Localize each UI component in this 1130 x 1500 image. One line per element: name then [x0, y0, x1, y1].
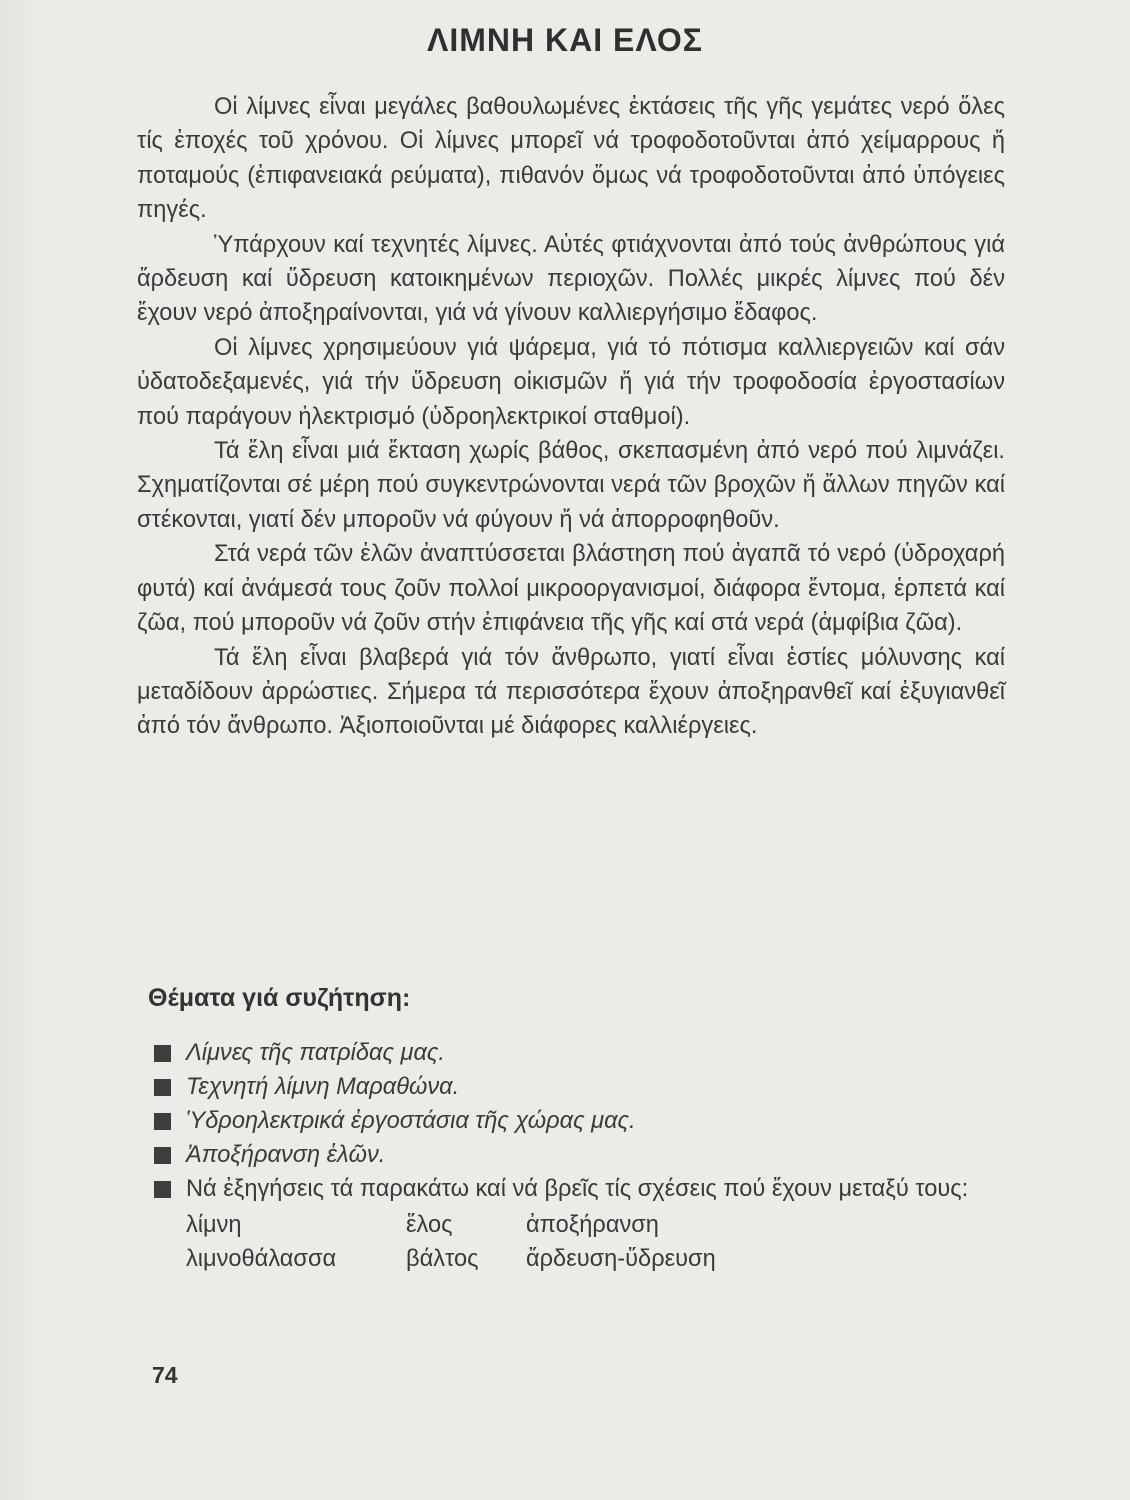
term: ἄρδευση-ὕδρευση [526, 1246, 716, 1272]
paragraph: Οἱ λίμνες εἶναι μεγάλες βαθουλωμένες ἐκτάσεις τῆς γῆς γεμάτες νερό ὅλες τίς ἐποχές τοῦ χρόνου. Οἱ λίμνες μπορεῖ νά τροφοδοτοῦνται ἀπό χείμαρρους ἤ ποταμούς (ἐπιφανειακά ρεύματα), πιθανόν ὅμως νά τροφοδοτοῦνται ἀπό ὑπόγειες πηγές. [137, 94, 1005, 224]
list-item [152, 1104, 1022, 1138]
square-bullet-icon [154, 1079, 171, 1096]
terms-grid [186, 1208, 1022, 1276]
topic-text: Τεχνητή λίμνη Μαραθώνα. [186, 1074, 460, 1100]
square-bullet-icon [154, 1045, 171, 1062]
discussion-topics-heading: Θέματα γιά συζήτηση: [148, 984, 411, 1012]
paragraph: Οἱ λίμνες χρησιμεύουν γιά ψάρεμα, γιά τό πότισμα καλλιεργειῶν καί σάν ὑδατοδεξαμενές, γιά τήν ὕδρευση οἰκισμῶν ἤ γιά τήν τροφοδοσία ἐργοστασίων πού παράγουν ἠλεκτρισμό (ὑδροηλεκτρικοί σταθμοί). [137, 334, 1005, 430]
term: ἕλος [406, 1212, 453, 1238]
square-bullet-icon [154, 1147, 171, 1164]
page-title: ΛΙΜΝΗ ΚΑΙ ΕΛΟΣ [427, 22, 703, 58]
paragraph: Τά ἕλη εἶναι βλαβερά γιά τόν ἄνθρωπο, γιατί εἶναι ἑστίες μόλυνσης καί μεταδίδουν ἀρρώστιες. Σήμερα τά περισσότερα ἔχουν ἀποξηρανθεῖ καί ἐξυγιανθεῖ ἀπό τόν ἄνθρωπο. Ἀξιοποιοῦνται μέ διάφορες καλλιέργειες. [137, 644, 1005, 740]
page-number: 74 [152, 1362, 178, 1388]
topic-text: Νά ἐξηγήσεις τά παρακάτω καί νά βρεῖς τίς σχέσεις πού ἔχουν μεταξύ τους: [186, 1176, 969, 1202]
list-item [152, 1138, 1022, 1172]
term: ἀποξήρανση [526, 1212, 659, 1238]
square-bullet-icon [154, 1113, 171, 1130]
topic-text: Λίμνες τῆς πατρίδας μας. [186, 1040, 445, 1066]
topic-text: Ὑδροηλεκτρικά ἐργοστάσια τῆς χώρας μας. [186, 1108, 636, 1134]
paragraph: Στά νερά τῶν ἑλῶν ἀναπτύσσεται βλάστηση πού ἀγαπᾶ τό νερό (ὑδροχαρή φυτά) καί ἀνάμεσά τους ζοῦν πολλοί μικροοργανισμοί, διάφορα ἔντομα, ἑρπετά καί ζῶα, πού μποροῦν νά ζοῦν στήν ἐπιφάνεια τῆς γῆς καί στά νερά (ἀμφίβια ζῶα). [137, 541, 1005, 637]
list-item [152, 1172, 1022, 1276]
discussion-topics-list [152, 1036, 1022, 1276]
square-bullet-icon [154, 1181, 171, 1198]
term: λιμνοθάλασσα [186, 1246, 337, 1272]
paragraph: Ὑπάρχουν καί τεχνητές λίμνες. Αὐτές φτιάχνονται ἀπό τούς ἀνθρώπους γιά ἄρδευση καί ὕδρευση κατοικημένων περιοχῶν. Πολλές μικρές λίμνες πού δέν ἔχουν νερό ἀποξηραίνονται, γιά νά γίνουν καλλιεργήσιμο ἔδαφος. [137, 231, 1005, 327]
term: βάλτος [406, 1246, 479, 1272]
article-body [137, 90, 1005, 744]
paragraph: Τά ἕλη εἶναι μιά ἔκταση χωρίς βάθος, σκεπασμένη ἀπό νερό πού λιμνάζει. Σχηματίζονται σέ μέρη πού συγκεντρώνονται νερά τῶν βροχῶν ἤ ἄλλων πηγῶν καί στέκονται, γιατί δέν μποροῦν νά φύγουν ἤ νά ἀπορροφηθοῦν. [137, 438, 1005, 533]
topic-text: Ἀποξήρανση ἑλῶν. [186, 1142, 386, 1168]
list-item [152, 1036, 1022, 1070]
list-item [152, 1070, 1022, 1104]
term: λίμνη [186, 1212, 242, 1238]
